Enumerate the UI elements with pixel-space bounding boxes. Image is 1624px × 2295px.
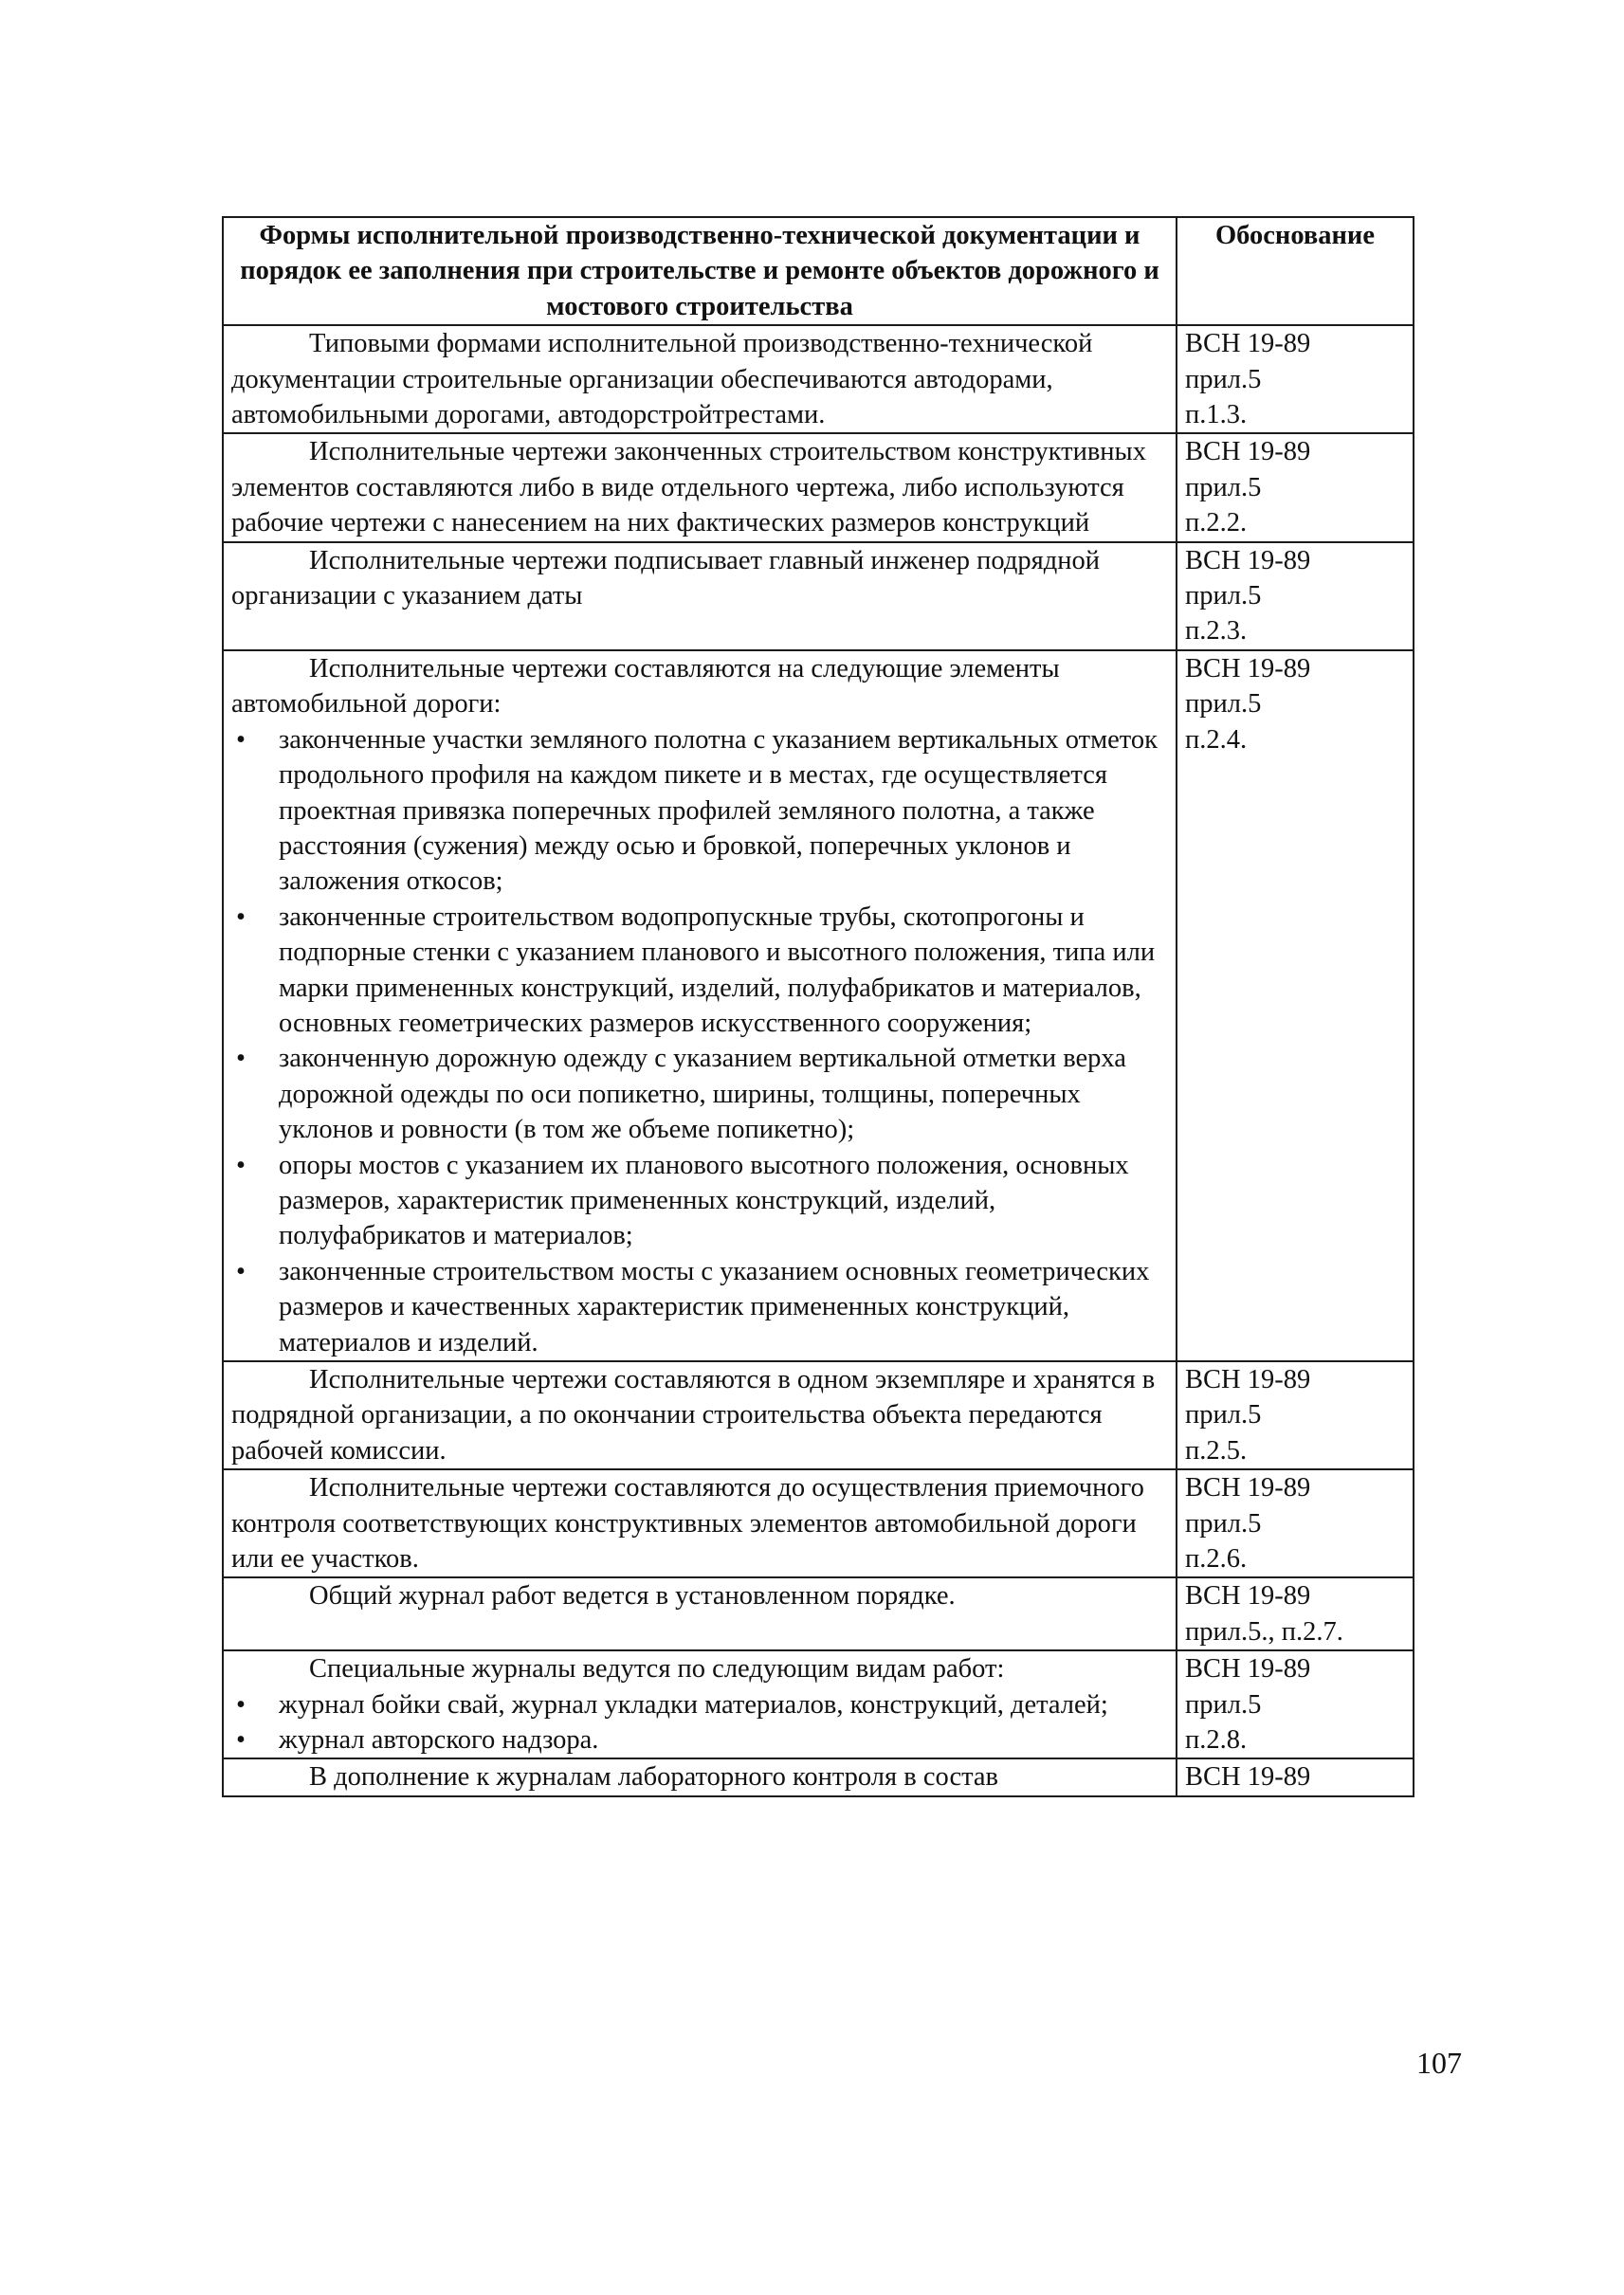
basis-document: ВСН 19-89 xyxy=(1185,653,1311,683)
bullet-list xyxy=(231,722,1168,1360)
basis-clause: п.2.5. xyxy=(1185,1435,1248,1466)
row-text-cell xyxy=(223,325,1177,433)
list-item xyxy=(231,1148,1168,1254)
basis-document: ВСН 19-89 xyxy=(1185,1473,1311,1503)
row-text-cell xyxy=(223,1361,1177,1469)
table-row xyxy=(223,1758,1414,1795)
list-item-text: законченные участки земляного полотна с указанием вертикальных отметок продольного профиля на каждом пикете и в местах, где осуществляется проектная привязка поперечных профилей земляного полотна, а также расстояния (сужения) между осью и бровкой, поперечных уклонов и заложения откосов; xyxy=(279,724,1158,897)
row-basis-cell xyxy=(1177,433,1414,541)
basis-appendix: прил.5 xyxy=(1185,1508,1262,1539)
row-basis-cell xyxy=(1177,1758,1414,1795)
header-forms-title: Формы исполнительной производственно-технической документации и порядок ее заполнения при строительстве и ремонте объектов дорожного и мостового строительства xyxy=(223,217,1177,325)
list-item-text: журнал бойки свай, журнал укладки материалов, конструкций, деталей; xyxy=(279,1689,1108,1720)
row-text: Исполнительные чертежи составляются в одном экземпляре и хранятся в подрядной организации, а по окончании строительства объекта передаются рабочей комиссии. xyxy=(231,1365,1156,1466)
bullet-icon: • xyxy=(236,1725,246,1756)
list-item xyxy=(231,900,1168,1042)
row-text: Исполнительные чертежи подписывает главный инженер подрядной организации с указанием даты xyxy=(231,545,1100,611)
basis-clause: п.2.4. xyxy=(1185,724,1248,755)
bullet-icon: • xyxy=(236,1256,246,1286)
table-row xyxy=(223,1650,1414,1758)
documentation-table xyxy=(222,216,1414,1797)
basis-document: ВСН 19-89 xyxy=(1185,545,1311,575)
bullet-icon: • xyxy=(236,1689,246,1720)
basis-document: ВСН 19-89 xyxy=(1185,1365,1311,1394)
bullet-icon: • xyxy=(236,1044,246,1074)
table-row xyxy=(223,1469,1414,1577)
bullet-icon: • xyxy=(236,902,246,932)
row-text: Исполнительные чертежи законченных строительством конструктивных элементов составляются либо в виде отдельного чертежа, либо используются рабочие чертежи с нанесением на них фактических размеров конструкций xyxy=(231,437,1146,538)
row-basis-cell xyxy=(1177,325,1414,433)
row-text: Специальные журналы ведутся по следующим видам работ: xyxy=(309,1654,1005,1685)
basis-appendix-clause: прил.5., п.2.7. xyxy=(1185,1616,1343,1647)
bullet-icon: • xyxy=(236,1150,246,1180)
row-text: Исполнительные чертежи составляются до осуществления приемочного контроля соответствующих конструктивных элементов автомобильной дороги или ее участков. xyxy=(231,1473,1144,1575)
basis-appendix: прил.5 xyxy=(1185,472,1262,502)
table-row xyxy=(223,433,1414,541)
list-item xyxy=(231,1041,1168,1147)
row-text-cell xyxy=(223,542,1177,650)
list-item-text: опоры мостов с указанием их планового высотного положения, основных размеров, характеристик примененных конструкций, изделий, полуфабрикатов и материалов; xyxy=(279,1150,1129,1251)
row-text: Общий журнал работ ведется в установленном порядке. xyxy=(309,1581,956,1612)
basis-appendix: прил.5 xyxy=(1185,689,1262,719)
page-number: 107 xyxy=(1416,2046,1462,2080)
header-basis-title: Обоснование xyxy=(1177,217,1414,325)
list-item-text: законченные строительством мосты с указанием основных геометрических размеров и качественных характеристик примененных конструкций, материалов и изделий. xyxy=(279,1256,1150,1357)
basis-appendix: прил.5 xyxy=(1185,1689,1262,1720)
bullet-icon: • xyxy=(236,724,246,755)
row-text-cell xyxy=(223,650,1177,1361)
table-header-row xyxy=(223,217,1414,325)
row-text-cell xyxy=(223,433,1177,541)
table-row xyxy=(223,542,1414,650)
row-text: Типовыми формами исполнительной производственно-технической документации строительные организации обеспечиваются автодорами, автомобильными дорогами, автодорстройтрестами. xyxy=(231,329,1093,430)
basis-appendix: прил.5 xyxy=(1185,581,1262,611)
list-item-text: журнал авторского надзора. xyxy=(279,1725,599,1756)
row-basis-cell xyxy=(1177,1469,1414,1577)
list-item xyxy=(231,1687,1168,1722)
basis-document: ВСН 19-89 xyxy=(1185,1654,1311,1685)
row-text-cell xyxy=(223,1758,1177,1795)
list-item xyxy=(231,1254,1168,1360)
basis-document: ВСН 19-89 xyxy=(1185,1581,1311,1612)
row-text-cell xyxy=(223,1650,1177,1758)
table-row xyxy=(223,1577,1414,1650)
list-item xyxy=(231,722,1168,900)
list-item xyxy=(231,1722,1168,1758)
row-text: В дополнение к журналам лабораторного контроля в состав xyxy=(309,1762,999,1793)
table-row xyxy=(223,325,1414,433)
basis-document: ВСН 19-89 xyxy=(1185,329,1311,359)
basis-clause: п.2.8. xyxy=(1185,1725,1248,1756)
basis-appendix: прил.5 xyxy=(1185,364,1262,394)
list-item-text: законченные строительством водопропускные трубы, скотопрогоны и подпорные стенки с указанием планового и высотного положения, типа или марки примененных конструкций, изделий, полуфабрикатов и материалов, основных геометрических размеров искусственного сооружения; xyxy=(279,902,1156,1038)
basis-clause: п.2.2. xyxy=(1185,508,1248,538)
row-basis-cell xyxy=(1177,1650,1414,1758)
row-text: Исполнительные чертежи составляются на следующие элементы автомобильной дороги: xyxy=(231,653,1060,719)
row-text-cell xyxy=(223,1577,1177,1650)
basis-clause: п.2.6. xyxy=(1185,1544,1248,1575)
basis-document: ВСН 19-89 xyxy=(1185,437,1311,467)
table-row xyxy=(223,650,1414,1361)
table-row xyxy=(223,1361,1414,1469)
basis-clause: п.1.3. xyxy=(1185,400,1248,430)
row-basis-cell xyxy=(1177,1577,1414,1650)
basis-clause: п.2.3. xyxy=(1185,616,1248,647)
row-text-cell xyxy=(223,1469,1177,1577)
basis-document: ВСН 19-89 xyxy=(1185,1762,1311,1793)
list-item-text: законченную дорожную одежду с указанием вертикальной отметки верха дорожной одежды по оси попикетно, ширины, толщины, поперечных уклонов и ровности (в том же объеме попикетно); xyxy=(279,1044,1126,1145)
basis-appendix: прил.5 xyxy=(1185,1400,1262,1430)
row-basis-cell xyxy=(1177,650,1414,1361)
row-basis-cell xyxy=(1177,542,1414,650)
row-basis-cell xyxy=(1177,1361,1414,1469)
bullet-list xyxy=(231,1687,1168,1758)
